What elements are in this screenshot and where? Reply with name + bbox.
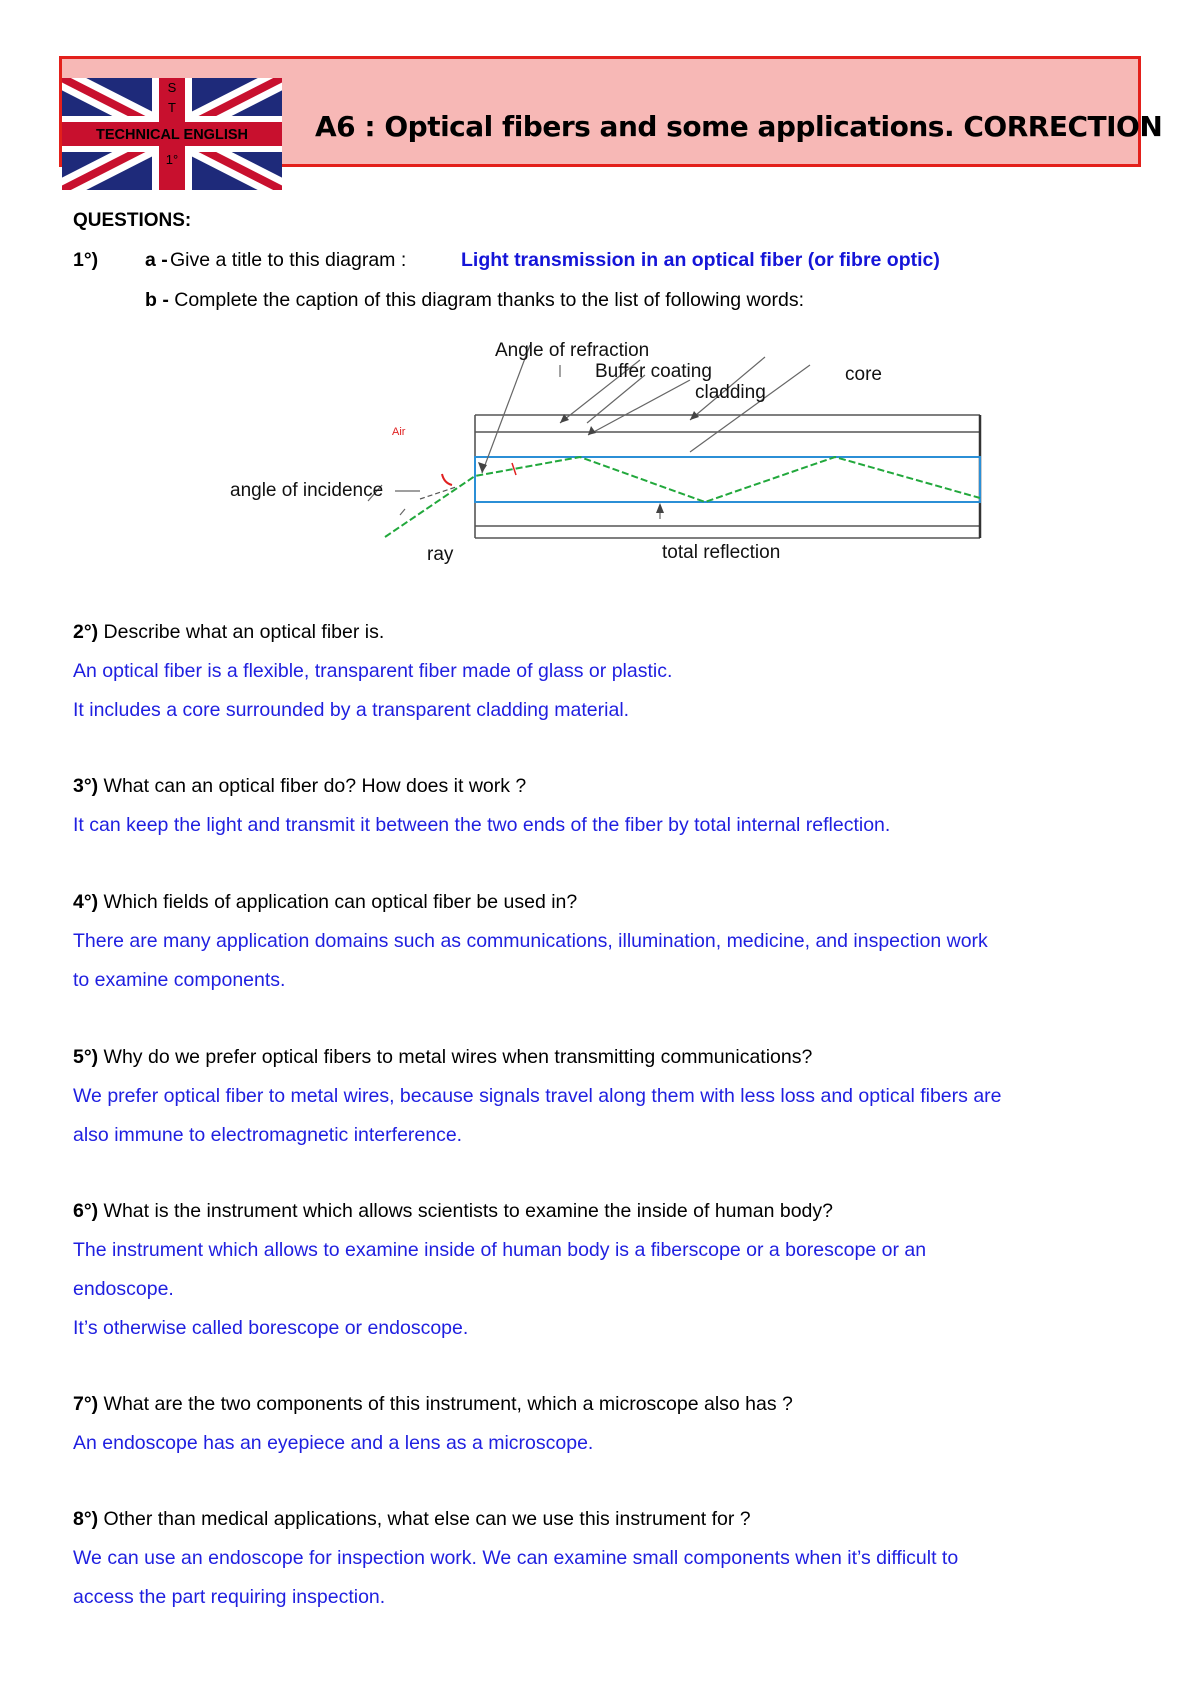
q1-a-text: Give a title to this diagram : <box>170 249 407 271</box>
label-cladding: cladding <box>695 382 766 403</box>
q8-answer-line-2: access the part requiring inspection. <box>73 1586 386 1608</box>
flag-letter-year: 1° <box>165 152 179 167</box>
label-ray: ray <box>427 544 454 565</box>
q3-number: 3°) <box>73 775 99 797</box>
q2-number: 2°) <box>73 621 99 643</box>
q2-question <box>73 620 384 644</box>
q8-number: 8°) <box>73 1508 99 1530</box>
q2-answer-line-2: It includes a core surrounded by a transparent cladding material. <box>73 699 630 721</box>
q6-number: 6°) <box>73 1200 99 1222</box>
label-air: Air <box>392 426 406 438</box>
flag-label: TECHNICAL ENGLISH <box>96 127 248 143</box>
q4-question <box>73 890 577 914</box>
label-total-reflection: total reflection <box>662 542 781 563</box>
label-angle-of-refraction: Angle of refraction <box>495 340 650 361</box>
q1-a-label: a - <box>145 249 168 271</box>
q7-question <box>73 1392 793 1416</box>
q7-number: 7°) <box>73 1393 99 1415</box>
normal-dash <box>420 487 456 499</box>
q4-text: Which fields of application can optical fiber be used in? <box>98 891 578 913</box>
q4-answer-line-1: There are many application domains such as communications, illumination, medicine, and inspection work <box>73 930 988 952</box>
q5-answer-line-2: also immune to electromagnetic interference. <box>73 1124 463 1146</box>
flag-letter-t: T <box>168 100 176 115</box>
q8-answer-line-1: We can use an endoscope for inspection work. We can examine small components when it’s difficult to <box>73 1547 959 1569</box>
flag-letter-s: S <box>167 80 177 95</box>
q8-text: Other than medical applications, what else can we use this instrument for ? <box>98 1508 751 1530</box>
q5-question <box>73 1045 812 1069</box>
q6-answer-line-3: It’s otherwise called borescope or endoscope. <box>73 1317 469 1339</box>
q6-question <box>73 1199 833 1223</box>
q4-answer-line-2: to examine components. <box>73 969 286 991</box>
q7-text: What are the two components of this instrument, which a microscope also has ? <box>98 1393 793 1415</box>
page-title: A6 : Optical fibers and some applications. CORRECTION <box>315 110 1163 143</box>
optical-fiber-diagram <box>220 335 1000 575</box>
q1-line-b <box>145 288 804 312</box>
q7-answer-line-1: An endoscope has an eyepiece and a lens as a microscope. <box>73 1432 594 1454</box>
q1-b-label: b - <box>145 289 169 311</box>
questions-heading: QUESTIONS: <box>73 210 192 231</box>
q3-answer-line-1: It can keep the light and transmit it between the two ends of the fiber by total internal reflection. <box>73 814 891 836</box>
q8-question <box>73 1507 751 1531</box>
union-jack-logo <box>62 78 282 190</box>
q6-answer-line-2: endoscope. <box>73 1278 174 1300</box>
q5-number: 5°) <box>73 1046 99 1068</box>
label-buffer-coating: Buffer coating <box>595 361 712 382</box>
q6-answer-line-1: The instrument which allows to examine inside of human body is a fiberscope or a borescope or an <box>73 1239 927 1261</box>
q1-line-a <box>73 248 940 272</box>
q5-answer-line-1: We prefer optical fiber to metal wires, because signals travel along them with less loss and optical fibers are <box>73 1085 1002 1107</box>
q2-answer-line-1: An optical fiber is a flexible, transparent fiber made of glass or plastic. <box>73 660 673 682</box>
q3-question <box>73 774 526 798</box>
q5-text: Why do we prefer optical fibers to metal wires when transmitting communications? <box>98 1046 813 1068</box>
q4-number: 4°) <box>73 891 99 913</box>
incidence-angle-mark <box>442 474 452 485</box>
q3-text: What can an optical fiber do? How does it work ? <box>98 775 527 797</box>
q1-b-text: Complete the caption of this diagram thanks to the list of following words: <box>168 289 804 311</box>
q1-number: 1°) <box>73 249 99 271</box>
label-core: core <box>845 364 882 385</box>
label-angle-of-incidence: angle of incidence <box>230 480 384 501</box>
q2-text: Describe what an optical fiber is. <box>98 621 385 643</box>
q1-a-answer: Light transmission in an optical fiber (or fibre optic) <box>461 249 940 271</box>
q6-text: What is the instrument which allows scientists to examine the inside of human body? <box>98 1200 833 1222</box>
